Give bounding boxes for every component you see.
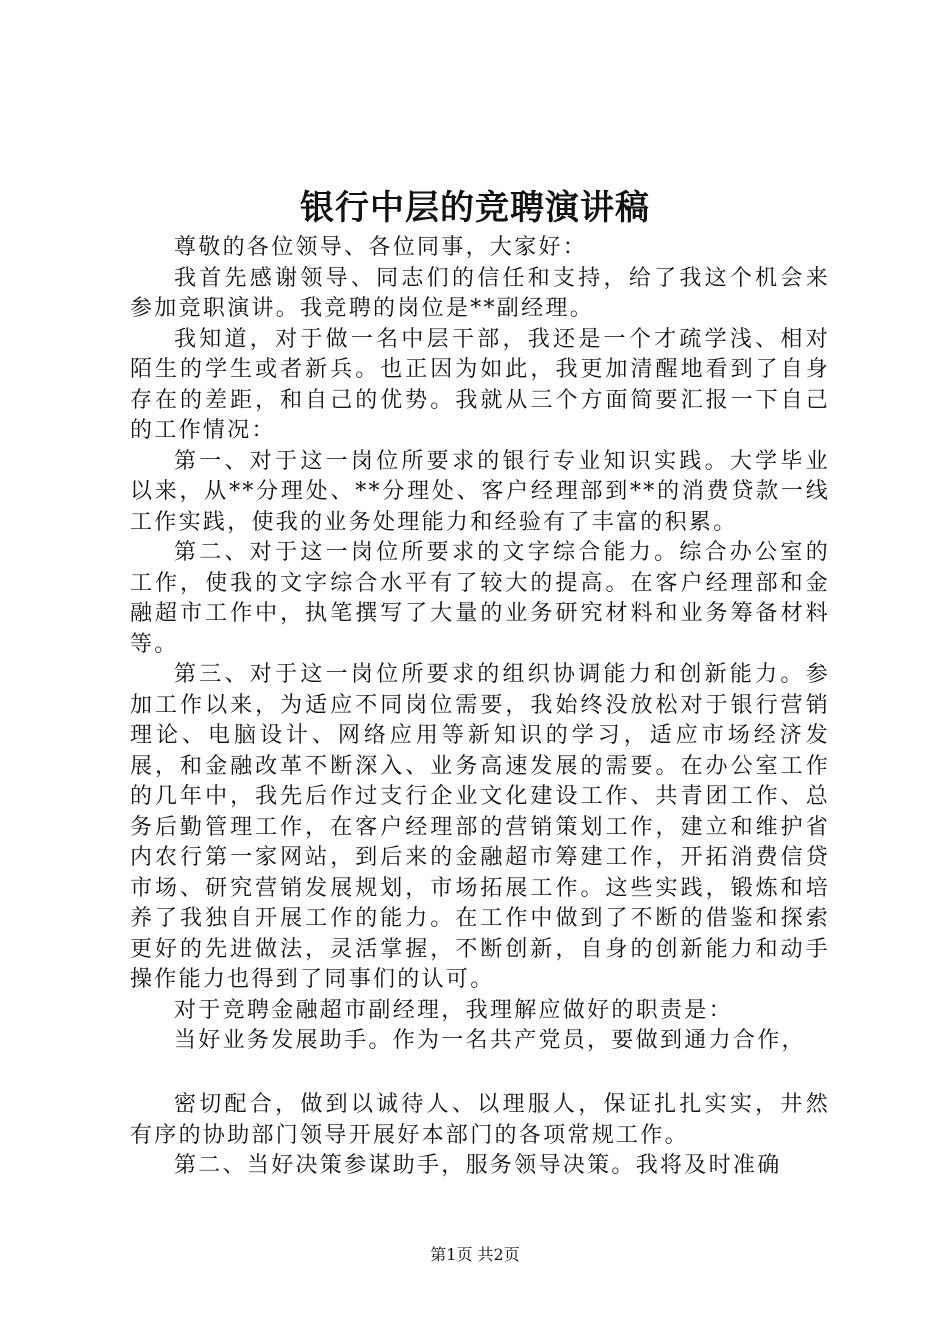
paragraph: 当好业务发展助手。作为一名共产党员，要做到通力合作， (174, 1028, 806, 1053)
document-title: 银行中层的竞聘演讲稿 (300, 188, 650, 228)
paragraph: 密切配合，做到以诚待人、以理服人，保证扎扎实实，井然有序的协助部门领导开展好本部门的各项常规工作。 (130, 1092, 830, 1148)
paragraph: 第三、对于这一岗位所要求的组织协调能力和创新能力。参加工作以来，为适应不同岗位需要，我始终没放松对于银行营销理论、电脑设计、网络应用等新知识的学习，适应市场经济发展，和金融改革不断深入、业务高速发展的需要。在办公室工作的几年中，我先后作过支行企业文化建设工作、共青团工作、总务后勤管理工作，在客户经理部的营销策划工作，建立和维护省内农行第一家网站，到后来的金融超市筹建工作，开拓消费信贷市场、研究营销发展规划，市场拓展工作。这些实践，锻炼和培养了我独自开展工作的能力。在工作中做到了不断的借鉴和探索更好的先进做法，灵活掌握，不断创新，自身的创新能力和动手操作能力也得到了同事们的认可。 (130, 662, 830, 992)
paragraph-salutation: 尊敬的各位领导、各位同事，大家好： (174, 235, 588, 260)
body-text-block (130, 1090, 830, 1182)
page-footer: 第1页 共2页 (430, 1245, 520, 1264)
body-text-block (130, 233, 830, 1057)
paragraph: 第二、当好决策参谋助手，服务领导决策。我将及时准确 (174, 1153, 782, 1178)
paragraph: 第一、对于这一岗位所要求的银行专业知识实践。大学毕业以来，从**分理处、**分理处、客户经理部到**的消费贷款一线工作实践，使我的业务处理能力和经验有了丰富的积累。 (130, 448, 830, 535)
paragraph: 第二、对于这一岗位所要求的文字综合能力。综合办公室的工作，使我的文字综合水平有了较大的提高。在客户经理部和金融超市工作中，执笔撰写了大量的业务研究材料和业务筹备材料等。 (130, 540, 830, 657)
paragraph: 我知道，对于做一名中层干部，我还是一个才疏学浅、相对陌生的学生或者新兵。也正因为如此，我更加清醒地看到了自身存在的差距，和自己的优势。我就从三个方面简要汇报一下自己的工作情况： (130, 326, 830, 443)
paragraph: 我首先感谢领导、同志们的信任和支持，给了我这个机会来参加竞职演讲。我竞聘的岗位是**副经理。 (130, 265, 830, 321)
paragraph: 对于竞聘金融超市副经理，我理解应做好的职责是： (174, 997, 733, 1023)
